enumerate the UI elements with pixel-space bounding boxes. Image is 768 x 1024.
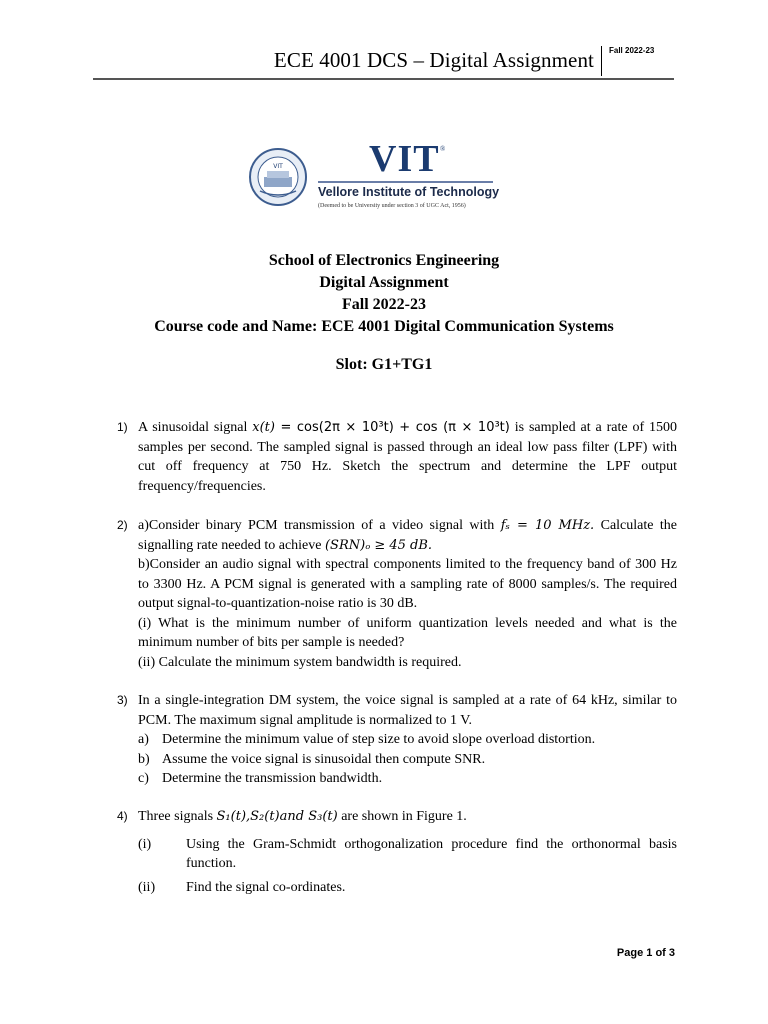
q2-part-a — [138, 516, 677, 555]
slot-block — [0, 354, 768, 376]
question-2 — [117, 516, 677, 672]
q1-text-a: A sinusoidal signal — [138, 420, 253, 435]
q2-a-math: fₛ = 10 MHz. — [500, 518, 595, 533]
university-seal-icon — [248, 147, 308, 207]
q3-item-a — [138, 730, 677, 750]
item-label: c) — [138, 771, 149, 786]
logo-subtitle: (Deemed to be University under section 3 of UGC Act, 1956) — [318, 203, 466, 209]
question-number: 2) — [117, 518, 128, 532]
header-title: ECE 4001 DCS – Digital Assignment — [273, 48, 594, 72]
seal-text: VIT — [273, 163, 283, 170]
q4-item-i — [138, 835, 677, 874]
question-number: 1) — [117, 420, 128, 434]
q2-part-b-ii: (ii) Calculate the minimum system bandwidth is required. — [138, 654, 462, 670]
term-title: Fall 2022-23 — [342, 296, 426, 313]
logo-full-name: Vellore Institute of Technology — [318, 185, 500, 199]
question-3 — [117, 691, 677, 789]
school-name: School of Electronics Engineering — [268, 252, 500, 269]
question-4 — [117, 807, 677, 897]
item-label: a) — [138, 732, 149, 747]
title-block — [0, 250, 768, 338]
vit-logo — [248, 138, 500, 215]
q4-text — [138, 807, 677, 827]
item-text: Determine the minimum value of step size to avoid slope overload distortion. — [162, 732, 596, 747]
q1-math-a: x(t) — [252, 420, 275, 435]
q1-math-b: = cos(2π × 10³t) + cos (π × 10³t) — [274, 420, 510, 435]
question-number: 3) — [117, 693, 128, 707]
q4-math: S₁(t),S₂(t)and S₃(t) — [216, 809, 338, 824]
item-label: (i) — [138, 836, 152, 852]
q2-part-b: b)Consider an audio signal with spectral components limited to the frequency band of 300 Hz to 3300 Hz. A PCM signal is generated with a sampling rate of 8000 samples/s. The required output signal-to-quantization-noise ratio is 30 dB. — [138, 557, 677, 611]
item-text: Determine the transmission bandwidth. — [162, 771, 383, 786]
item-text: Using the Gram-Schmidt orthogonalization procedure find the orthonormal basis function. — [186, 836, 677, 871]
q3-text: In a single-integration DM system, the voice signal is sampled at a rate of 64 kHz, similar to PCM. The maximum signal amplitude is normalized to 1 V. — [138, 693, 677, 728]
question-body — [138, 516, 677, 672]
q3-item-c — [138, 769, 677, 789]
q2-a-math2: (SRN)ₒ ≥ 45 dB. — [324, 537, 433, 553]
q3-item-b — [138, 750, 677, 770]
logo-name: VIT — [369, 138, 440, 180]
assignment-title: Digital Assignment — [319, 274, 449, 291]
q2-a-text2: Calculate the signalling rate needed to achieve — [138, 518, 678, 553]
q2-part-b-i: (i) What is the minimum number of uniform quantization levels needed and what is the minimum number of bits per sample is needed? — [138, 615, 677, 650]
question-body — [138, 418, 677, 496]
question-number: 4) — [117, 809, 128, 823]
question-body — [138, 691, 677, 789]
slot-label: Slot: G1+TG1 — [335, 356, 433, 373]
logo-registered-mark: ® — [440, 145, 446, 153]
item-text: Find the signal co-ordinates. — [186, 879, 346, 895]
logo-rule — [318, 181, 493, 183]
question-1 — [117, 418, 677, 496]
question-body — [138, 807, 677, 897]
header-divider — [601, 46, 602, 76]
item-label: (ii) — [138, 879, 156, 895]
course-name: Course code and Name: ECE 4001 Digital Communication Systems — [154, 318, 614, 335]
q1-text-b: is sampled at a rate of 1500 samples per second. The sampled signal is passed through an ideal low pass filter (LPF) with cut off frequency at 750 Hz. Sketch the spectrum and determine the LPF output frequency/frequencies. — [138, 420, 678, 494]
page-number: Page 1 of 3 — [616, 947, 675, 959]
page-header — [93, 44, 674, 80]
header-term: Fall 2022-23 — [609, 46, 655, 55]
item-label: b) — [138, 751, 150, 767]
q2-a-text: a)Consider binary PCM transmission of a video signal with — [138, 518, 501, 533]
q4-item-ii — [138, 878, 677, 898]
q4-text-b: are shown in Figure 1. — [337, 809, 467, 824]
item-text: Assume the voice signal is sinusoidal then compute SNR. — [162, 751, 486, 767]
q4-text-a: Three signals — [138, 809, 217, 824]
